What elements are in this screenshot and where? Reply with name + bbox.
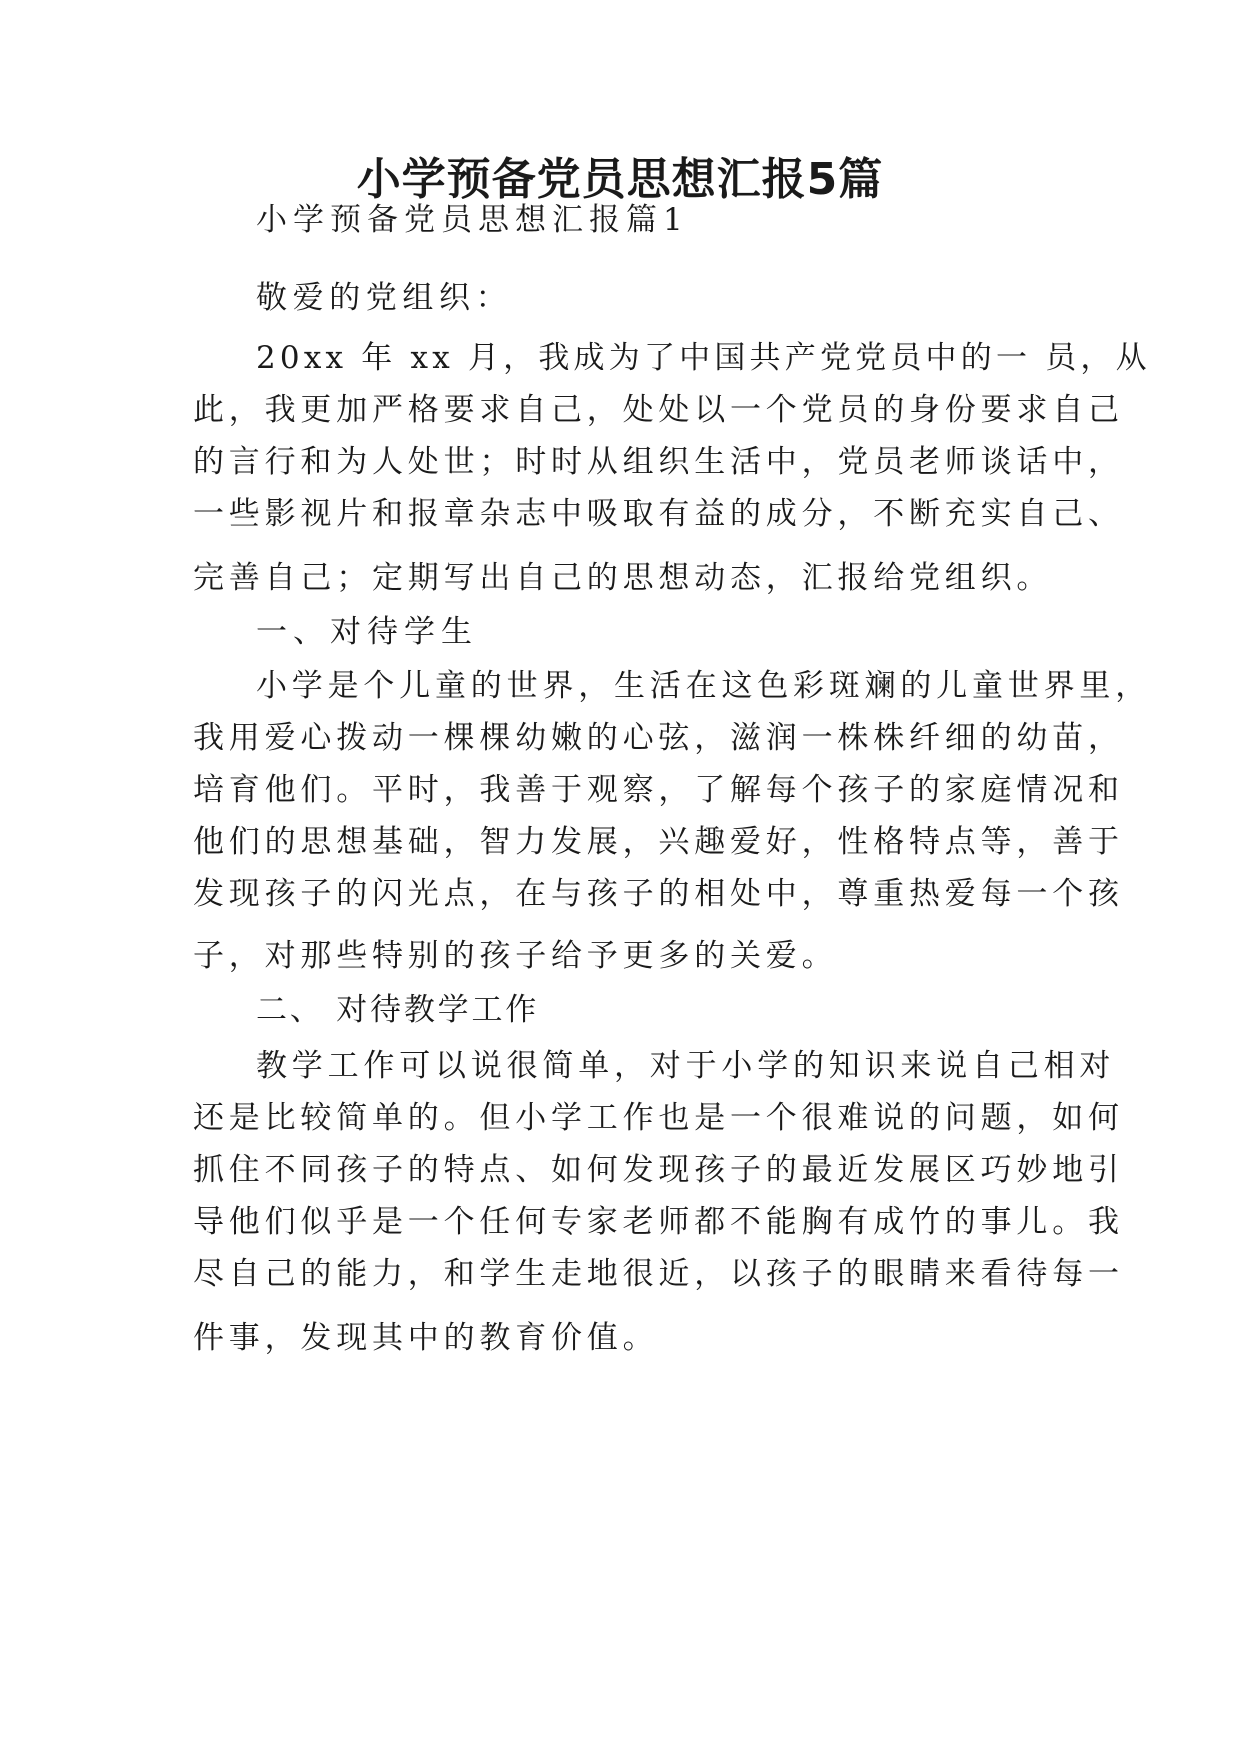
section-heading-teaching: 二、 对待教学工作 [256, 992, 540, 1028]
section-heading-students: 一、对待学生 [256, 614, 478, 650]
paragraph-line: 培育他们。平时，我善于观察，了解每个孩子的家庭情况和 [193, 772, 1124, 808]
document-title: 小学预备党员思想汇报5篇 [356, 154, 884, 205]
paragraph-line: 导他们似乎是一个任何专家老师都不能胸有成竹的事儿。我 [193, 1204, 1124, 1240]
paragraph-line: 小学是个儿童的世界，生活在这色彩斑斓的儿童世界里， [256, 668, 1151, 704]
paragraph-line: 一些影视片和报章杂志中吸取有益的成分，不断充实自己、 [193, 496, 1124, 532]
paragraph-line: 此，我更加严格要求自己，处处以一个党员的身份要求自己 [193, 392, 1124, 428]
paragraph-line: 他们的思想基础，智力发展，兴趣爱好，性格特点等，善于 [193, 824, 1124, 860]
paragraph-line: 20xx 年 xx 月，我成为了中国共产党党员中的一 员，从 [256, 340, 1151, 376]
section-subtitle: 小学预备党员思想汇报篇1 [256, 202, 689, 238]
paragraph-line: 教学工作可以说很简单，对于小学的知识来说自己相对 [256, 1048, 1116, 1084]
paragraph-line: 尽自己的能力，和学生走地很近，以孩子的眼睛来看待每一 [193, 1256, 1124, 1292]
paragraph-line: 件事，发现其中的教育价值。 [193, 1320, 659, 1356]
paragraph-line: 抓住不同孩子的特点、如何发现孩子的最近发展区巧妙地引 [193, 1152, 1124, 1188]
paragraph-line: 子，对那些特别的孩子给予更多的关爱。 [193, 938, 838, 974]
paragraph-line: 的言行和为人处世；时时从组织生活中，党员老师谈话中， [193, 444, 1124, 480]
paragraph-line: 还是比较简单的。但小学工作也是一个很难说的问题，如何 [193, 1100, 1124, 1136]
paragraph-line: 发现孩子的闪光点，在与孩子的相处中，尊重热爱每一个孩 [193, 876, 1124, 912]
paragraph-line: 我用爱心拨动一棵棵幼嫩的心弦，滋润一株株纤细的幼苗， [193, 720, 1124, 756]
salutation: 敬爱的党组织： [256, 280, 513, 316]
paragraph-line: 完善自己；定期写出自己的思想动态，汇报给党组织。 [193, 560, 1053, 596]
